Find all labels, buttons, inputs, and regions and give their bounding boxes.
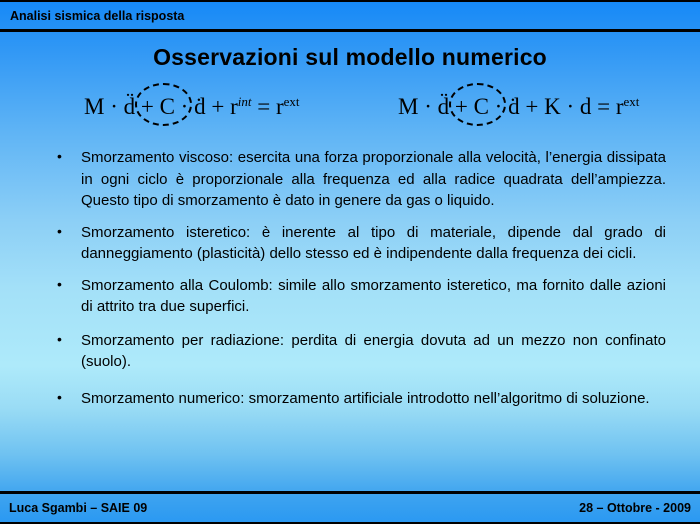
equation-segment: M · d̈ <box>84 94 141 119</box>
bullet-text: Smorzamento per radiazione: perdita di energia dovuta ad un mezzo non confinato (suolo). <box>81 331 666 370</box>
bullet-text: Smorzamento numerico: smorzamento artificiale introdotto nell’algoritmo di soluzione. <box>81 389 650 407</box>
equation-superscript: ext <box>623 94 640 109</box>
page-title: Osservazioni sul modello numerico <box>153 44 547 70</box>
list-item <box>55 275 666 318</box>
list-item <box>55 147 666 212</box>
bullet-icon: • <box>57 222 62 239</box>
dashed-circle-annotation <box>135 83 192 126</box>
bullet-icon: • <box>57 388 62 405</box>
list-item <box>55 388 666 410</box>
footer-date: 28 – Ottobre - 2009 <box>579 501 691 515</box>
equation-segment: + C · <box>141 94 188 120</box>
equation-segment: ḋ + K · d = r <box>502 94 624 119</box>
equation-left <box>84 94 300 120</box>
bullet-icon: • <box>57 148 62 164</box>
header-divider <box>0 29 700 32</box>
equation-segment: = r <box>251 94 284 119</box>
bullet-text: Smorzamento viscoso: esercita una forza proporzionale alla velocità, l’energia dissipata in ogni ciclo è proporzionale alla frequenza ed alla radice quadrata dell’ampiezza. Questo tipo di smorzamento è dato in genere da gas o liquido. <box>81 149 666 209</box>
bullet-icon: • <box>57 275 62 292</box>
bullet-text: Smorzamento isteretico: è inerente al tipo di materiale, dipende dal grado di danneggiamento (plasticità) dello stesso ed è indipendente dalla frequenza dei cicli. <box>81 223 666 262</box>
footer-bar <box>0 494 700 522</box>
list-item <box>55 330 666 373</box>
equation-superscript: int <box>237 94 252 109</box>
dashed-circle-annotation <box>449 83 506 126</box>
equation-right <box>398 94 639 120</box>
list-item <box>55 222 666 265</box>
equation-segment: + C · <box>455 94 502 120</box>
equation-superscript: ext <box>283 94 300 109</box>
equation-segment: ḋ + r <box>188 94 238 119</box>
header-title: Analisi sismica della risposta <box>10 8 185 23</box>
footer-author: Luca Sgambi – SAIE 09 <box>9 501 148 515</box>
equation-segment: M · d̈ <box>398 94 455 119</box>
bullet-icon: • <box>57 330 62 347</box>
bullet-text: Smorzamento alla Coulomb: simile allo smorzamento isteretico, ma fornito dalle azioni di attrito tra due superfici. <box>81 276 666 315</box>
header-bar <box>0 2 700 29</box>
bullet-list <box>55 147 666 419</box>
